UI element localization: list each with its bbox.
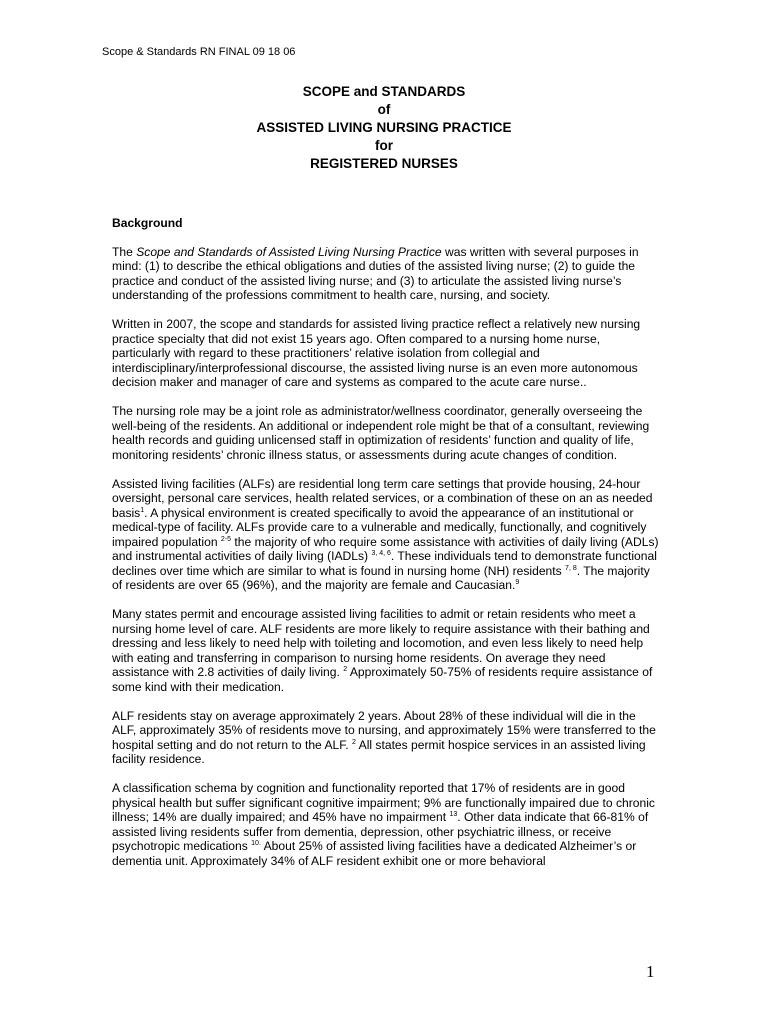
paragraph-text: Assisted living facilities (ALFs) are residential long term care settings that provide housing, 24-hour oversight, personal care services, health related services, or a combination of these on an as needed basis <box>112 476 653 520</box>
paragraph-text: Many states permit and encourage assisted living facilities to admit or retain residents who meet a nursing home level of care. ALF residents are more likely to require assistance with their bathing and dressing and less likely to need help with toileting and locomotion, and even less likely to need help with eating and transferring in comparison to nursing home residents. On average they need assistance with 2.8 activities of daily living. <box>112 607 650 679</box>
paragraph <box>112 245 660 303</box>
paragraph-text: . These individuals tend to demonstrate functional declines over time which are similar to what is found in nursing home (NH) residents <box>112 549 657 578</box>
citation-superscript: 1 <box>140 506 145 514</box>
section-heading: Background <box>112 216 183 230</box>
document-body <box>112 216 660 883</box>
paragraph <box>112 709 660 767</box>
paragraph: Written in 2007, the scope and standards for assisted living practice reflect a relatively new nursing practice specialty that did not exist 15 years ago. Often compared to a nursing home nurse, particularly with regard to these practitioners’ relative isolation from collegial and interdisciplinary/interprofessional discourse, the assisted living nurse is an even more autonomous decision maker and manager of care and systems as compared to the acute care nurse.. <box>112 317 641 389</box>
paragraph-text: ALF residents stay on average approximately 2 years. About 28% of these individual will die in the ALF, approximately 35% of residents move to nursing, and approximately 15% were transferred to the hospital setting and do not return to the ALF. <box>112 708 656 752</box>
paragraph: The nursing role may be a joint role as administrator/wellness coordinator, generally overseeing the well-being of the residents. An additional or independent role might be that of a consultant, reviewing health records and guiding unlicensed staff in optimization of residents’ function and quality of life, monitoring residents’ chronic illness status, or assessments during acute changes of condition. <box>112 404 650 462</box>
citation-superscript: 2 <box>343 666 348 673</box>
page-number: 1 <box>646 962 655 981</box>
paragraph-text: was written with several purposes in mind: (1) to describe the ethical obligations and duties of the assisted living nurse; (2) to guide the practice and conduct of the assisted living nurse; and (3) to articulate the assisted living nurse’s understanding of the professions commitment to health care, nursing, and society. <box>112 244 639 302</box>
paragraph-text: Approximately 50-75% of residents require assistance of some kind with their medication. <box>112 665 653 694</box>
paragraph <box>112 477 660 593</box>
citation-superscript: 10. <box>251 840 261 847</box>
title-line: REGISTERED NURSES <box>310 156 458 171</box>
citation-superscript: 2-5 <box>220 535 232 543</box>
citation-superscript: 3, 4, 6 <box>371 550 391 557</box>
citation-superscript: 9 <box>515 579 520 586</box>
paragraph-text: The <box>112 244 137 259</box>
document-title-reference: Scope and Standards of Assisted Living Nursing Practice <box>136 244 442 259</box>
paragraph-text: . Other data indicate that 66-81% of assisted living residents suffer from dementia, depression, other psychiatric illness, or receive psychotropic medications <box>112 810 649 853</box>
paragraph <box>112 607 660 694</box>
paragraph-text: the majority of who require some assistance with activities of daily living (ADLs) and instrumental activities of daily living (IADLs) <box>112 534 659 563</box>
document-title <box>102 83 666 173</box>
paragraph-text: . A physical environment is created specifically to avoid the appearance of an institutional or medical-type of facility. ALFs provide care to a vulnerable and medically, functionally, and cognitively impaired population <box>112 505 647 549</box>
paragraph-text: About 25% of assisted living facilities have a dedicated Alzheimer’s or dementia unit. Approximately 34% of ALF resident exhibit one or more behavioral <box>112 839 637 868</box>
paragraph <box>112 781 660 868</box>
title-line: SCOPE and STANDARDS <box>302 84 466 99</box>
title-line: ASSISTED LIVING NURSING PRACTICE <box>256 120 512 135</box>
paragraph-text: A classification schema by cognition and functionality reported that 17% of residents are in good physical health but suffer significant cognitive impairment; 9% are functionally impaired due to chronic illness; 14% are dually impaired; and 45% have no impairment <box>112 781 655 824</box>
paragraph-text: All states permit hospice services in an assisted living facility residence. <box>112 737 646 766</box>
citation-superscript: 7, 8 <box>565 564 577 572</box>
title-line: of <box>377 102 391 117</box>
running-header: Scope & Standards RN FINAL 09 18 06 <box>102 46 296 58</box>
paragraph-text: . The majority of residents are over 65 (96%), and the majority are female and Caucasian. <box>112 563 650 592</box>
citation-superscript: 2 <box>352 738 356 746</box>
title-line: for <box>375 138 393 153</box>
citation-superscript: 13 <box>449 811 458 818</box>
